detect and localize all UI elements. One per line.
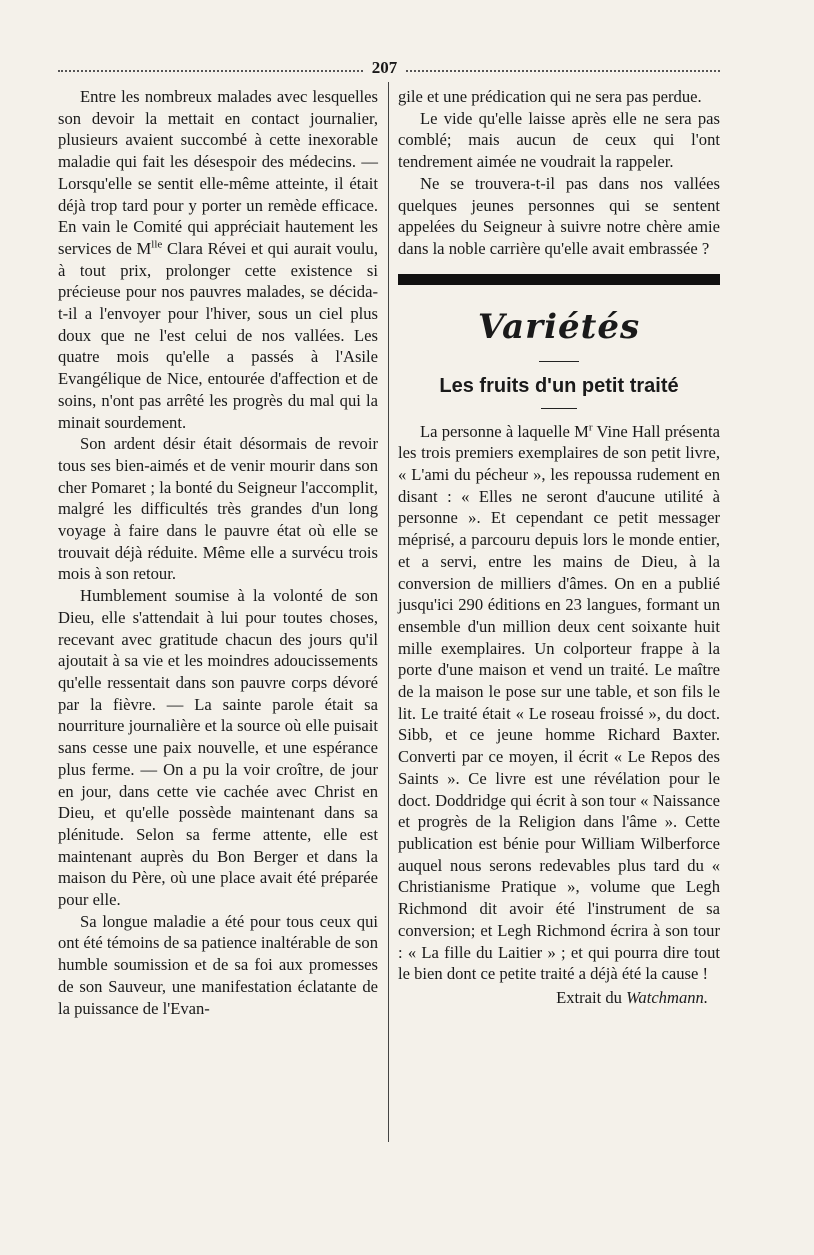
- header-dotted-rule-left: [58, 70, 363, 72]
- header-dotted-rule-right: [406, 70, 720, 72]
- paragraph-right-2: Le vide qu'elle laisse après elle ne sera pas comblé; mais aucun de ceux qui l'ont tendrement aimée ne voudrait la rappeler.: [398, 108, 720, 172]
- article-paragraph: [398, 421, 720, 985]
- paragraph-left-2: Son ardent désir était désormais de revoir tous ses bien-aimés et de venir mourir dans son cher Pomaret ; la bonté du Seigneur l'accomplit, malgré les difficultés très grandes d'un long voyage à faire dans le pauvre état où elle se trouvait déjà réduite. Même elle a survécu trois mois à son retour.: [58, 434, 378, 584]
- section-title: Variétés: [477, 306, 641, 347]
- right-column: [398, 86, 720, 1009]
- section-separator-bar: [398, 274, 720, 285]
- page-header: [58, 58, 720, 80]
- short-rule-2: [541, 408, 577, 409]
- attribution-prefix: Extrait du: [556, 987, 627, 1007]
- article-text-a: La personne à laquelle M: [420, 421, 589, 441]
- superscript-lle: lle: [151, 238, 163, 251]
- attribution: [398, 987, 720, 1009]
- article-text-b: Vine Hall présenta les trois premiers exemplaires de son petit livre, « L'ami du pécheur », les repoussa rudement en disant : « Elles ne seront d'aucune utilité à personne ». Et cependant ce petit messager méprisé, a parcouru depuis lors le monde entier, et a servi, entre les mains de Dieu, à la conversion de milliers d'âmes. On en a publié jusqu'ici 290 éditions en 23 langues, formant un ensemble d'un million deux cent soixante huit mille exemplaires. Un colporteur frappe à la porte d'une maison et vend un traité. Le maître de la maison le pose sur une table, et son fils le lit. Le traité était « Le roseau froissé », du doct. Sibb, et ce jeune homme Richard Baxter. Converti par ce moyen, il écrit « Le Repos des Saints ». Ce livre est une révélation pour le doct. Doddridge qui écrit à son tour « Naissance et progrès de la Religion dans l'âme ». Cette publication est bénie pour William Wilberforce auquel nous serons redevables plus tard du « Christianisme Pratique », volume que Legh Richmond dit avoir été l'instrument de sa conversion; et Legh Richmond écrira à son tour : « La fille du Laitier » ; et qui pourra dire tout le bien dont ce petite traité a déjà été la cause !: [398, 421, 720, 984]
- superscript-r: r: [588, 421, 593, 434]
- paragraph-left-4: Sa longue maladie a été pour tous ceux qui ont été témoins de sa patience inaltérable de son humble soumission et de sa foi aux promesses de son Sauveur, une manifestation éclatante de la puissance de l'Evan-: [58, 911, 378, 1018]
- article-title: Les fruits d'un petit traité: [439, 374, 679, 397]
- page-number: 207: [371, 58, 398, 77]
- paragraph-left-3: Humblement soumise à la volonté de son Dieu, elle s'attendait à lui pour toutes choses, recevant avec gratitude chacun des jours qu'il ajoutait à sa vie et les moindres adoucissements qu'elle ressentait dans son pauvre corps dévoré par la fièvre. — La sainte parole était sa nourriture journalière et la source où elle puisait sans cesse une paix nouvelle, et une espérance plus ferme. — On a pu la voir croître, de jour en jour, dans cette vie cachée avec Christ en Dieu, et qu'elle possède maintenant dans sa plénitude. Selon sa ferme attente, elle est maintenant auprès du Bon Berger et dans la maison du Père, où une place avait été préparée pour elle.: [58, 586, 378, 910]
- paragraph-left-1-rest: Clara Révei et qui aurait voulu, à tout prix, prolonger cette existence si précieuse pour nos pauvres malades, se décida-t-il a l'envoyer pour l'hiver, sous un ciel plus doux que ne l'est celui de nos vallées. Les quatre mois qu'elle a passés à l'Asile Evangélique de Nice, entourée d'affection et de soins, n'ont pas arrêté les progrès du mal qui la minait sourdement.: [58, 238, 378, 432]
- short-rule: [539, 361, 579, 362]
- left-column: [58, 86, 378, 1019]
- paragraph-right-3: Ne se trouvera-t-il pas dans nos vallées quelques jeunes personnes qui se sentent appelées du Seigneur à suivre notre chère amie dans la noble carrière qu'elle avait embrassée ?: [398, 173, 720, 258]
- column-divider: [388, 82, 389, 1142]
- paragraph-left-1: [58, 86, 378, 433]
- paragraph-right-1: gile et une prédication qui ne sera pas perdue.: [398, 87, 702, 106]
- attribution-source: Watchmann.: [626, 987, 708, 1007]
- paragraph-left-1-text: Entre les nombreux malades avec lesquelles son devoir la mettait en contact journalier, plusieurs avaient succombé à cette inexorable maladie qui fait les désespoir des médecins. — Lorsqu'elle se sentit elle-même atteinte, il était déjà trop tard pour y porter un remède efficace. En vain le Comité qui appréciait hautement les services de M: [58, 87, 378, 258]
